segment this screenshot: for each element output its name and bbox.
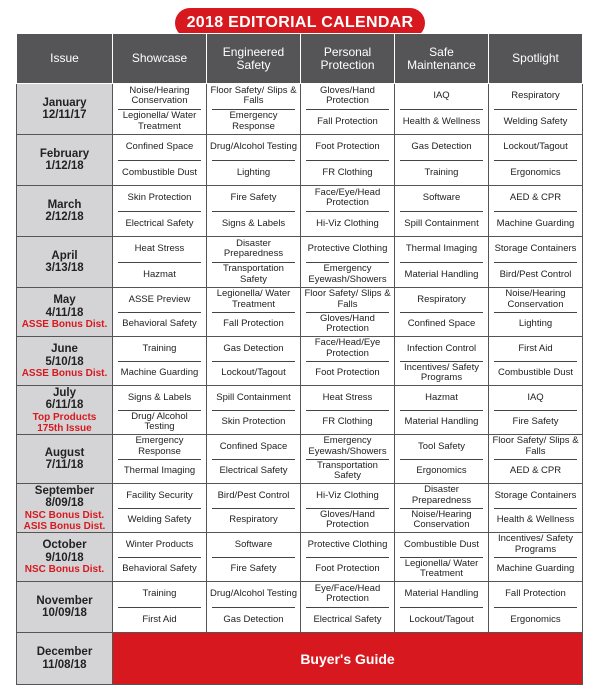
topic-label: Drug/ Alcohol Testing (131, 410, 188, 433)
topic-cell-engineered-safety (207, 484, 301, 533)
topic-label: Fire Safety (230, 563, 277, 574)
topic-cell-showcase (113, 84, 207, 135)
topic-label: Legionella/ Water Treatment (216, 288, 291, 310)
topic-cell-safe-maintenance (395, 186, 489, 237)
topic-cell-personal-protection (301, 533, 395, 582)
issue-note: ASIS Bonus Dist. (23, 520, 106, 532)
table-row (17, 135, 583, 186)
topic-cell-showcase (113, 237, 207, 288)
topic-cell-spotlight (489, 386, 583, 435)
topic-cell-engineered-safety (207, 186, 301, 237)
issue-cell (17, 337, 113, 386)
issue-month: March (47, 198, 82, 211)
topic-cell-spotlight (489, 288, 583, 337)
topic-label: Emergency Eyewash/Showers (308, 263, 387, 285)
topic-cell-engineered-safety (207, 237, 301, 288)
topic-label: ASSE Preview (128, 293, 191, 305)
topic-cell-showcase (113, 386, 207, 435)
topic-label: Hazmat (425, 391, 458, 403)
topic-label: Ergonomics (510, 613, 561, 625)
issue-month: July (52, 386, 76, 399)
topic-label: Material Handling (404, 588, 479, 599)
topic-cell-safe-maintenance (395, 237, 489, 288)
topic-cell-personal-protection (301, 337, 395, 386)
topic-label: Infection Control (406, 342, 477, 354)
issue-date: 10/09/18 (42, 607, 87, 619)
topic-label: Fire Safety (230, 192, 277, 203)
topic-label: Electrical Safety (313, 613, 382, 625)
topic-cell-safe-maintenance (395, 84, 489, 135)
topic-label: Ergonomics (510, 166, 561, 178)
topic-cell-spotlight (489, 237, 583, 288)
topic-label: Gas Detection (411, 141, 472, 152)
topic-label: Behavioral Safety (122, 318, 197, 329)
topic-cell-engineered-safety (207, 386, 301, 435)
topic-cell-personal-protection (301, 484, 395, 533)
topic-label: Confined Space (125, 141, 194, 152)
table-row (17, 84, 583, 135)
topic-cell-engineered-safety (207, 582, 301, 633)
issue-cell (17, 237, 113, 288)
topic-cell-spotlight (489, 435, 583, 484)
topic-cell-personal-protection (301, 84, 395, 135)
table-row (17, 237, 583, 288)
topic-label: Foot Protection (315, 367, 380, 378)
topic-cell-personal-protection (301, 582, 395, 633)
topic-label: Health & Wellness (496, 514, 575, 525)
topic-label: Bird/Pest Control (217, 489, 290, 501)
header-row (17, 34, 583, 84)
topic-label: Training (142, 342, 177, 354)
table-row (17, 288, 583, 337)
topic-label: Material Handling (404, 268, 479, 280)
table-row (17, 337, 583, 386)
topic-label: Respiratory (417, 293, 466, 305)
topic-cell-engineered-safety (207, 533, 301, 582)
topic-label: Lighting (518, 318, 553, 329)
topic-label: Hi-Viz Clothing (316, 217, 379, 229)
issue-date: 6/11/18 (45, 399, 84, 411)
issue-cell (17, 435, 113, 484)
issue-month: February (39, 147, 90, 160)
topic-label: Floor Safety/ Slips & Falls (492, 435, 579, 457)
table-row (17, 533, 583, 582)
topic-label: Legionella/ Water Treatment (404, 557, 479, 580)
topic-label: Storage Containers (494, 243, 577, 254)
topic-label: Tool Safety (418, 440, 465, 452)
issue-note: NSC Bonus Dist. (24, 564, 105, 575)
topic-cell-safe-maintenance (395, 135, 489, 186)
table-row (17, 386, 583, 435)
topic-cell-showcase (113, 435, 207, 484)
issue-date: 1/12/18 (45, 160, 84, 172)
topic-label: Bird/Pest Control (499, 268, 572, 280)
topic-label: Combustible Dust (122, 166, 197, 178)
topic-cell-personal-protection (301, 288, 395, 337)
topic-label: Gloves/Hand Protection (320, 312, 375, 335)
issue-month: August (44, 446, 85, 459)
issue-note: 175th Issue (37, 422, 92, 434)
topic-label: Noise/Hearing Conservation (505, 288, 566, 310)
issue-cell (17, 633, 113, 685)
issue-date: 8/09/18 (45, 497, 84, 509)
header-safe-maintenance: Safe Maintenance (395, 34, 489, 84)
topic-label: Electrical Safety (219, 465, 288, 476)
issue-note: ASSE Bonus Dist. (21, 368, 108, 379)
topic-label: Emergency Eyewash/Showers (308, 435, 387, 457)
issue-date: 9/10/18 (45, 551, 84, 564)
topic-label: Incentives/ Safety Programs (498, 533, 573, 555)
topic-cell-engineered-safety (207, 135, 301, 186)
topic-cell-showcase (113, 186, 207, 237)
issue-note: Top Products (32, 411, 97, 423)
topic-label: AED & CPR (509, 465, 562, 476)
topic-label: Combustible Dust (404, 538, 479, 550)
topic-label: Legionella/ Water Treatment (122, 110, 197, 132)
header-engineered-safety: Engineered Safety (207, 34, 301, 84)
topic-label: Floor Safety/ Slips & Falls (304, 288, 391, 310)
topic-label: Facility Security (126, 489, 193, 501)
topic-cell-engineered-safety (207, 288, 301, 337)
topic-label: Fall Protection (223, 318, 284, 329)
topic-label: Transportation Safety (317, 459, 378, 482)
topic-label: Machine Guarding (496, 217, 575, 229)
topic-cell-engineered-safety (207, 337, 301, 386)
topic-label: Fall Protection (317, 115, 378, 127)
topic-label: Welding Safety (503, 115, 568, 127)
issue-month: October (42, 539, 87, 551)
issue-month: September (34, 484, 95, 497)
topic-cell-engineered-safety (207, 84, 301, 135)
topic-label: Behavioral Safety (122, 563, 197, 574)
topic-cell-personal-protection (301, 135, 395, 186)
issue-cell (17, 84, 113, 135)
issue-month: May (53, 294, 76, 306)
topic-label: Spill Containment (404, 217, 479, 229)
topic-cell-safe-maintenance (395, 533, 489, 582)
topic-cell-spotlight (489, 186, 583, 237)
topic-label: Respiratory (229, 514, 278, 525)
topic-cell-personal-protection (301, 186, 395, 237)
topic-label: Confined Space (407, 318, 476, 329)
header-showcase: Showcase (113, 34, 207, 84)
topic-label: Lockout/Tagout (409, 613, 474, 625)
topic-label: Face/Eye/Head Protection (314, 186, 381, 209)
topic-label: Signs & Labels (127, 391, 192, 403)
topic-cell-safe-maintenance (395, 386, 489, 435)
topic-cell-safe-maintenance (395, 484, 489, 533)
topic-label: Drug/Alcohol Testing (210, 141, 297, 152)
topic-cell-engineered-safety (207, 435, 301, 484)
topic-label: Software (234, 538, 273, 550)
topic-cell-spotlight (489, 337, 583, 386)
topic-label: Material Handling (404, 416, 479, 427)
topic-label: Transportation Safety (223, 263, 284, 285)
topic-label: Emergency Response (229, 110, 278, 132)
issue-cell (17, 386, 113, 435)
header-issue: Issue (17, 34, 113, 84)
topic-label: Electrical Safety (125, 217, 194, 229)
topic-label: FR Clothing (322, 416, 373, 427)
topic-label: Gloves/Hand Protection (320, 84, 375, 107)
topic-label: Heat Stress (134, 243, 185, 254)
header-spotlight: Spotlight (489, 34, 583, 84)
topic-label: Face/Head/Eye Protection (314, 337, 381, 359)
topic-label: Software (422, 192, 461, 203)
issue-date: 7/11/18 (45, 459, 84, 471)
table-row (17, 484, 583, 533)
issue-cell (17, 186, 113, 237)
issue-month: November (36, 594, 93, 607)
topic-cell-showcase (113, 533, 207, 582)
topic-cell-spotlight (489, 484, 583, 533)
issue-cell (17, 135, 113, 186)
issue-month: December (36, 646, 93, 658)
issue-date: 12/11/17 (42, 109, 87, 121)
topic-label: Storage Containers (494, 489, 577, 501)
topic-label: Machine Guarding (496, 563, 575, 574)
topic-label: Disaster Preparedness (411, 484, 472, 506)
topic-label: Lighting (236, 166, 271, 178)
issue-date: 5/10/18 (45, 355, 84, 368)
topic-label: Gloves/Hand Protection (320, 508, 375, 531)
topic-label: Lockout/Tagout (221, 367, 286, 378)
topic-cell-showcase (113, 288, 207, 337)
topic-label: Confined Space (219, 440, 288, 452)
topic-cell-personal-protection (301, 386, 395, 435)
topic-label: Thermal Imaging (123, 465, 196, 476)
issue-cell (17, 484, 113, 533)
topic-label: Thermal Imaging (405, 243, 478, 254)
topic-label: AED & CPR (509, 192, 562, 203)
topic-label: Lockout/Tagout (503, 141, 568, 152)
topic-cell-showcase (113, 484, 207, 533)
issue-month: April (51, 249, 78, 262)
issue-month: June (51, 343, 78, 355)
issue-date: 2/12/18 (45, 211, 84, 223)
topic-cell-showcase (113, 337, 207, 386)
topic-cell-spotlight (489, 135, 583, 186)
header-personal-protection: Personal Protection (301, 34, 395, 84)
topic-label: Fall Protection (505, 588, 566, 599)
topic-label: Emergency Response (135, 435, 184, 457)
issue-month: January (42, 96, 87, 109)
topic-label: Floor Safety/ Slips & Falls (210, 84, 297, 107)
topic-label: Drug/Alcohol Testing (210, 588, 297, 599)
topic-label: Training (424, 166, 459, 178)
topic-label: Hazmat (143, 268, 176, 280)
topic-label: Hi-Viz Clothing (316, 489, 379, 501)
editorial-calendar-table (16, 33, 583, 685)
table-row (17, 435, 583, 484)
issue-date: 3/13/18 (45, 262, 84, 274)
topic-label: Health & Wellness (402, 115, 481, 127)
topic-label: Fire Safety (512, 416, 559, 427)
topic-label: IAQ (527, 391, 544, 403)
topic-cell-spotlight (489, 84, 583, 135)
calendar-title: 2018 EDITORIAL CALENDAR (175, 8, 425, 38)
topic-label: Skin Protection (127, 192, 192, 203)
topic-label: Skin Protection (221, 416, 286, 427)
topic-label: Signs & Labels (221, 217, 286, 229)
topic-label: Foot Protection (315, 563, 380, 574)
topic-label: Disaster Preparedness (223, 237, 284, 260)
topic-label: FR Clothing (322, 166, 373, 178)
topic-label: Foot Protection (315, 141, 380, 152)
topic-label: Gas Detection (223, 613, 284, 625)
topic-label: Winter Products (125, 538, 194, 550)
topic-label: Protective Clothing (307, 538, 388, 550)
topic-cell-spotlight (489, 533, 583, 582)
buyers-guide-banner: Buyer's Guide (113, 633, 583, 685)
topic-label: IAQ (433, 90, 450, 101)
topic-label: Training (142, 588, 177, 599)
topic-cell-safe-maintenance (395, 435, 489, 484)
topic-cell-showcase (113, 582, 207, 633)
topic-label: Combustible Dust (498, 367, 573, 378)
issue-date: 4/11/18 (45, 306, 84, 319)
topic-label: Respiratory (511, 90, 560, 101)
topic-label: First Aid (142, 613, 177, 625)
issue-note: ASSE Bonus Dist. (21, 319, 108, 330)
topic-cell-personal-protection (301, 237, 395, 288)
topic-label: Eye/Face/Head Protection (314, 582, 381, 605)
topic-label: Heat Stress (322, 391, 373, 403)
issue-cell (17, 582, 113, 633)
topic-label: Spill Containment (216, 391, 291, 403)
topic-label: Protective Clothing (307, 243, 388, 254)
issue-note: NSC Bonus Dist. (24, 509, 105, 521)
topic-label: Gas Detection (223, 342, 284, 354)
topic-label: Ergonomics (416, 465, 467, 476)
table-row-december (17, 633, 583, 685)
topic-cell-showcase (113, 135, 207, 186)
topic-cell-safe-maintenance (395, 337, 489, 386)
topic-cell-safe-maintenance (395, 582, 489, 633)
topic-cell-personal-protection (301, 435, 395, 484)
topic-cell-safe-maintenance (395, 288, 489, 337)
table-row (17, 582, 583, 633)
issue-cell (17, 288, 113, 337)
topic-label: Noise/Hearing Conservation (411, 508, 472, 531)
issue-date: 11/08/18 (42, 658, 87, 671)
topic-label: Noise/Hearing Conservation (129, 84, 190, 107)
issue-cell (17, 533, 113, 582)
topic-cell-spotlight (489, 582, 583, 633)
topic-label: Incentives/ Safety Programs (404, 361, 479, 384)
topic-label: Machine Guarding (120, 367, 199, 378)
topic-label: Welding Safety (127, 514, 192, 525)
topic-label: First Aid (518, 342, 553, 354)
table-row (17, 186, 583, 237)
